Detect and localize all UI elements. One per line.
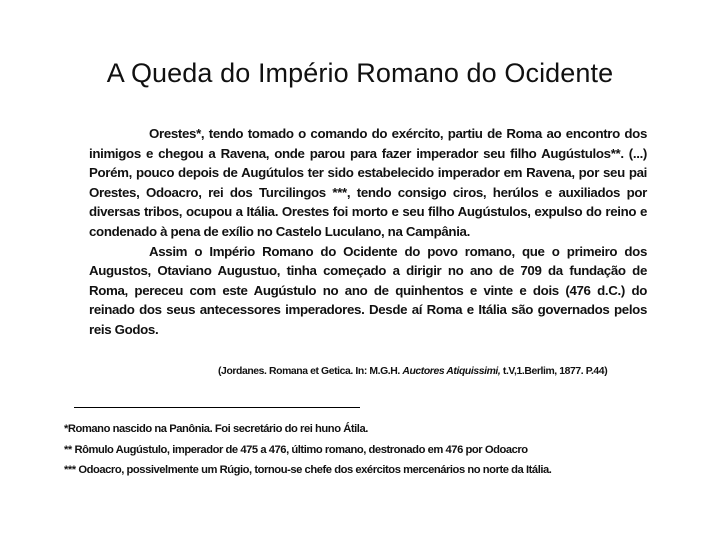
citation-prefix: (Jordanes. Romana et Getica. In: M.G.H. bbox=[218, 366, 403, 377]
footnote-2: ** Rômulo Augústulo, imperador de 475 a 476, último romano, destronado em 476 por Odoacro bbox=[64, 443, 528, 456]
footnote-1: *Romano nascido na Panônia. Foi secretário do rei huno Átila. bbox=[64, 423, 368, 435]
paragraph-1: Orestes*, tendo tomado o comando do exército, partiu de Roma ao encontro dos inimigos e chegou a Ravena, onde parou para fazer imperador seu filho Augústulos**. (...) Porém, pouco depois de Augútulos ter sido estabelecido imperador em Ravena, por seu pai Orestes, Odoacro, rei dos Turcilingos ***, tendo consigo ciros, herúlos e auxiliados por diversas tribos, ocupou a Itália. Orestes foi morto e seu filho Augústulos, expulso do reino e condenado à pena de exílio no Castelo Luculano, na Campânia. bbox=[89, 126, 647, 239]
citation-suffix: t.V,1.Berlim, 1877. P.44) bbox=[500, 366, 608, 377]
citation bbox=[218, 366, 607, 377]
paragraph-2: Assim o Império Romano do Ocidente do povo romano, que o primeiro dos Augustos, Otaviano Augustuo, tinha começado a dirigir no ano de 709 da fundação de Roma, pereceu com este Augústulo no ano de quinhentos e vinte e dois (476 d.C.) do reinado dos seus antecessores imperadores. Desde aí Roma e Itália são governados pelos reis Godos. bbox=[89, 243, 647, 337]
citation-work-title: Auctores Atiquissimi, bbox=[402, 366, 501, 377]
footnotes bbox=[64, 419, 551, 481]
footnote-3: *** Odoacro, possivelmente um Rúgio, tornou-se chefe dos exércitos mercenários no norte da Itália. bbox=[64, 464, 552, 476]
page-title: A Queda do Império Romano do Ocidente bbox=[106, 58, 614, 88]
footnote-separator bbox=[74, 407, 360, 408]
body-text bbox=[89, 124, 647, 340]
